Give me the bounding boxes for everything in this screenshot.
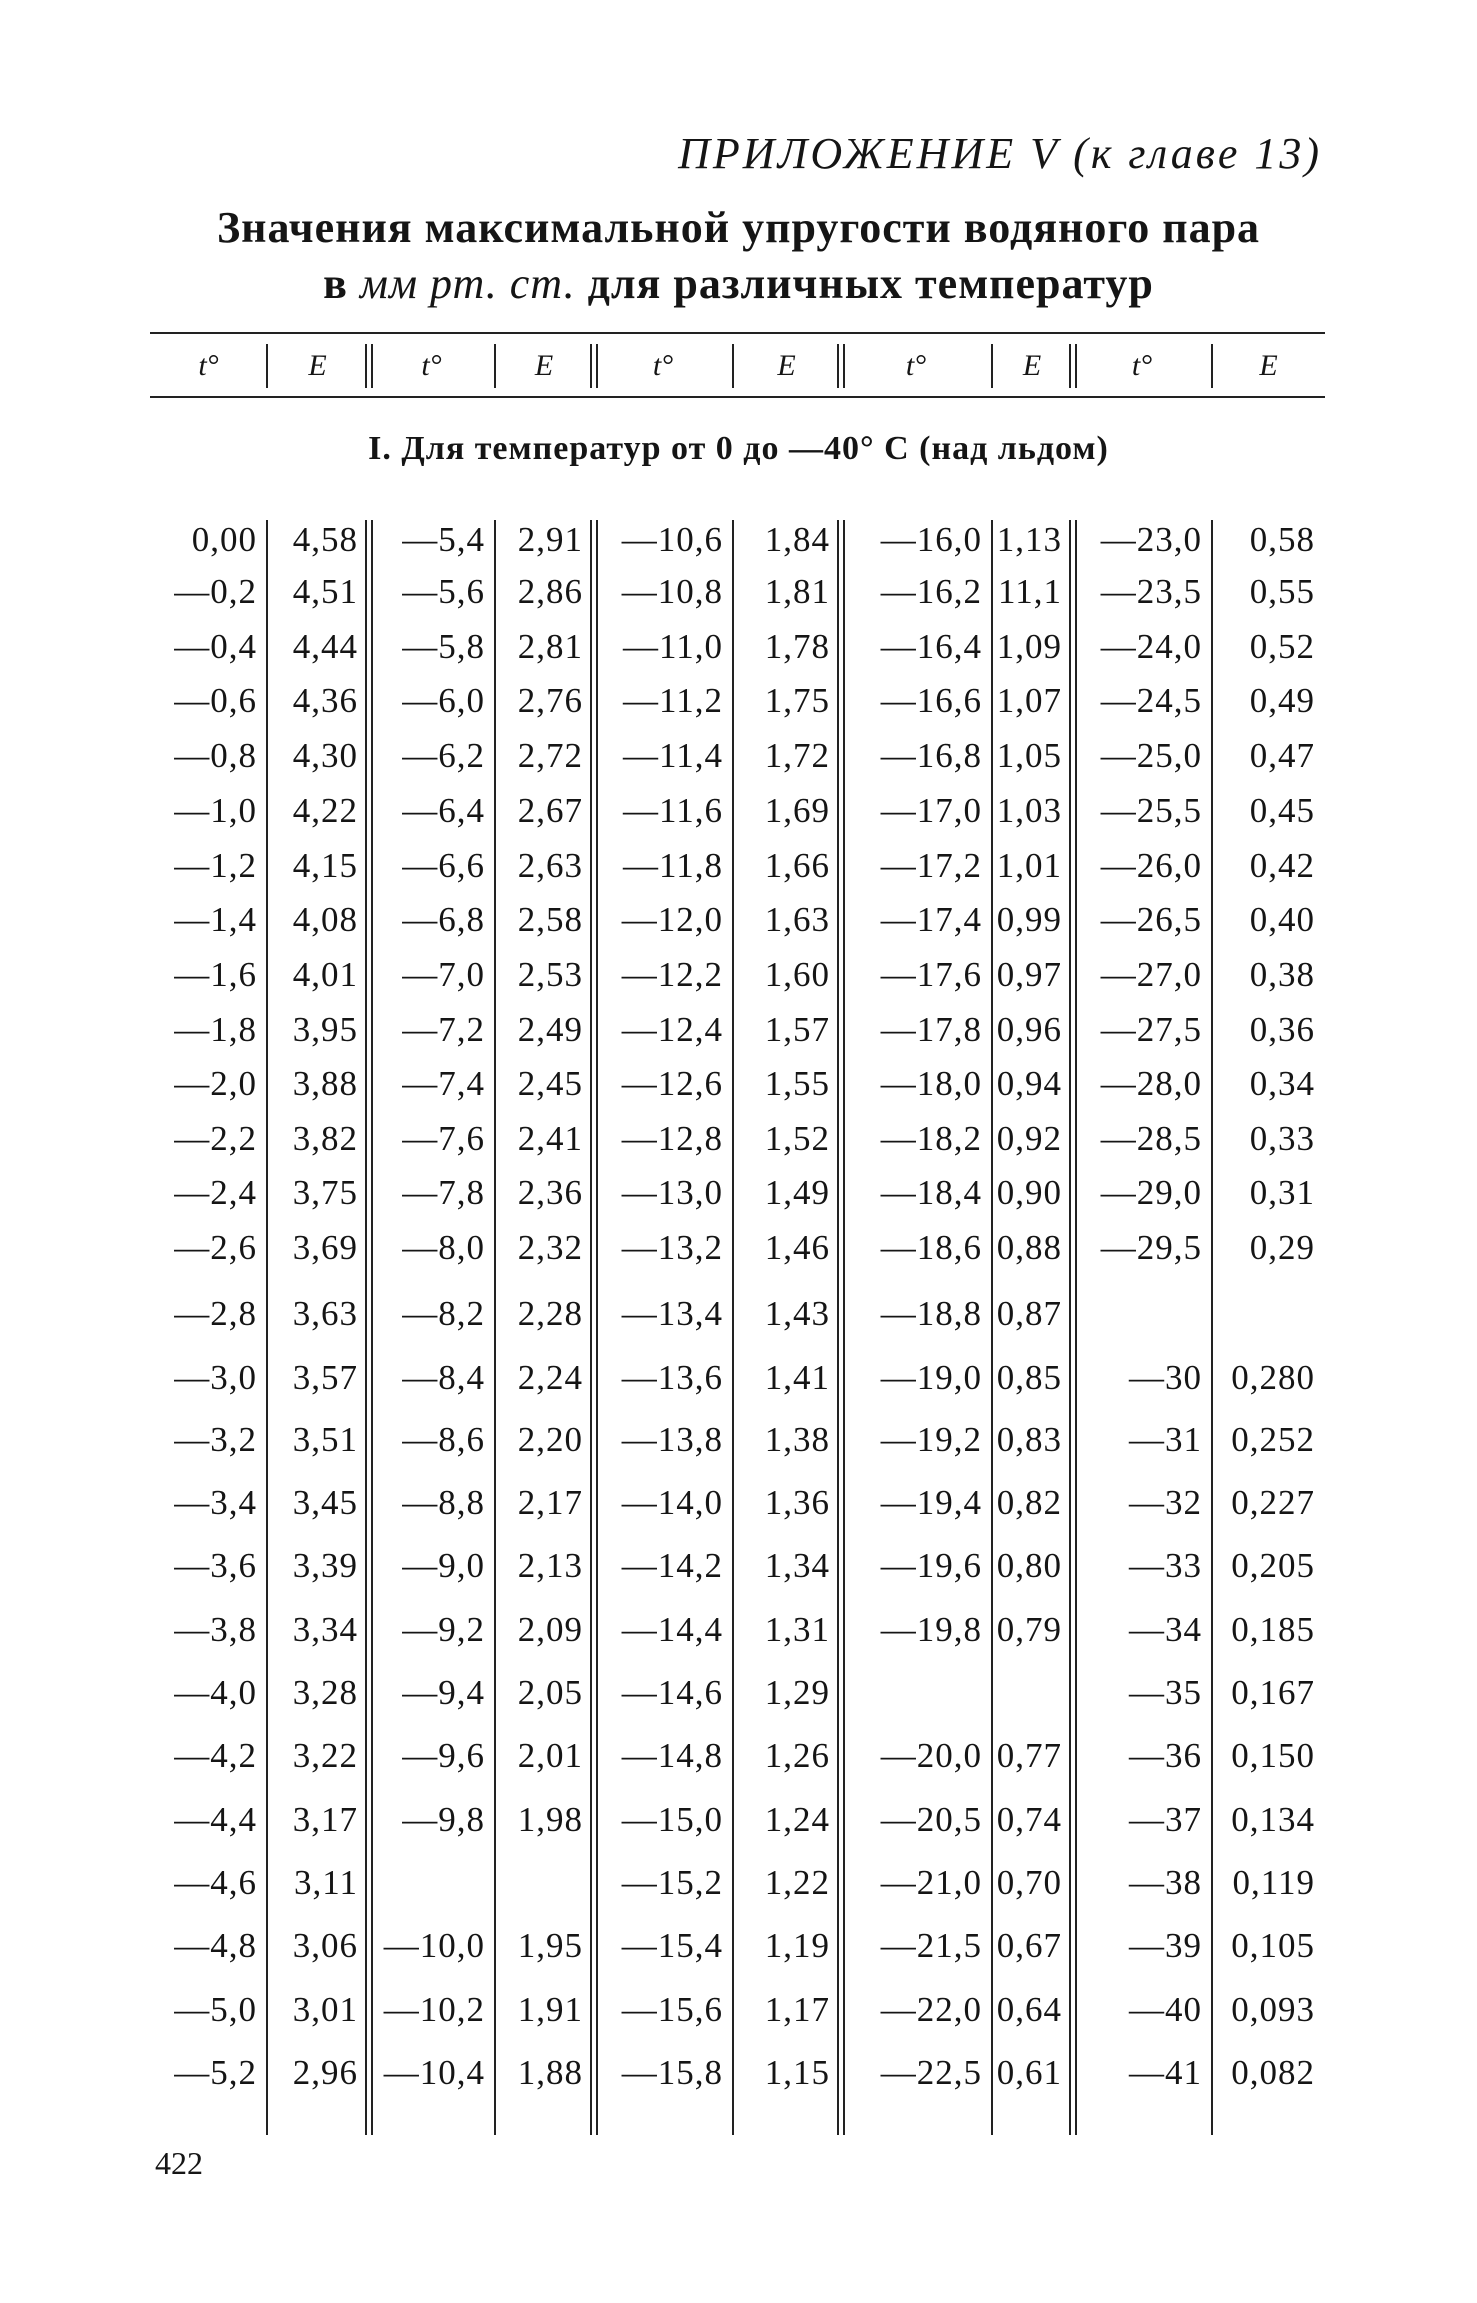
temperature-cell: —15,8: [621, 2053, 723, 2092]
temperature-cell: —17,2: [880, 846, 982, 885]
pressure-cell: 4,30: [292, 736, 358, 775]
temperature-cell: —1,6: [174, 955, 257, 994]
pressure-cell: 4,08: [292, 900, 358, 939]
temperature-cell: —22,5: [880, 2053, 982, 2092]
pressure-cell: 2,96: [292, 2053, 358, 2092]
temperature-cell: —4,4: [174, 1800, 257, 1839]
temperature-cell: —13,0: [621, 1173, 723, 1212]
temperature-cell: —7,8: [402, 1173, 485, 1212]
pressure-cell: 1,49: [764, 1173, 830, 1212]
pressure-cell: 0,64: [996, 1990, 1062, 2029]
temperature-cell: —9,4: [402, 1673, 485, 1712]
temperature-cell: —9,6: [402, 1736, 485, 1775]
pressure-cell: 0,205: [1231, 1546, 1315, 1585]
temperature-cell: —19,2: [880, 1420, 982, 1459]
temperature-cell: —4,0: [174, 1673, 257, 1712]
pressure-cell: 2,13: [517, 1546, 583, 1585]
pressure-cell: 1,31: [764, 1610, 830, 1649]
temperature-cell: —17,4: [880, 900, 982, 939]
pressure-cell: 2,41: [517, 1119, 583, 1158]
temperature-cell: —1,8: [174, 1010, 257, 1049]
temperature-cell: —3,8: [174, 1610, 257, 1649]
pressure-cell: 0,42: [1249, 846, 1315, 885]
pressure-cell: 1,09: [996, 627, 1062, 666]
table-header-row: [150, 340, 1325, 392]
temperature-cell: —38: [1129, 1863, 1202, 1902]
pressure-cell: 3,63: [292, 1294, 358, 1333]
temperature-cell: —0,4: [174, 627, 257, 666]
pressure-cell: 1,03: [996, 791, 1062, 830]
temperature-cell: —21,0: [880, 1863, 982, 1902]
pressure-cell: 2,63: [517, 846, 583, 885]
header-divider: [494, 344, 496, 388]
header-divider: [590, 344, 598, 388]
pressure-cell: 3,51: [292, 1420, 358, 1459]
pressure-cell: 0,185: [1231, 1610, 1315, 1649]
pressure-cell: 0,82: [996, 1483, 1062, 1522]
pressure-cell: 0,70: [996, 1863, 1062, 1902]
temperature-cell: —14,8: [621, 1736, 723, 1775]
temperature-cell: —18,4: [880, 1173, 982, 1212]
pressure-cell: 3,82: [292, 1119, 358, 1158]
temperature-cell: —6,8: [402, 900, 485, 939]
temperature-cell: —17,8: [880, 1010, 982, 1049]
temperature-cell: —10,6: [621, 520, 723, 559]
pressure-cell: 2,17: [517, 1483, 583, 1522]
pressure-cell: 0,83: [996, 1420, 1062, 1459]
temperature-cell: —4,6: [174, 1863, 257, 1902]
temperature-cell: —20,0: [880, 1736, 982, 1775]
pressure-cell: 2,81: [517, 627, 583, 666]
pressure-cell: 3,69: [292, 1228, 358, 1267]
temperature-cell: —6,2: [402, 736, 485, 775]
temperature-cell: —21,5: [880, 1926, 982, 1965]
temperature-cell: —8,8: [402, 1483, 485, 1522]
pressure-cell: 0,79: [996, 1610, 1062, 1649]
temperature-cell: —5,8: [402, 627, 485, 666]
temperature-cell: —10,2: [383, 1990, 485, 2029]
pressure-cell: 0,85: [996, 1358, 1062, 1397]
pressure-cell: 0,90: [996, 1173, 1062, 1212]
temperature-cell: —25,5: [1100, 791, 1202, 830]
temperature-cell: —11,6: [623, 791, 723, 830]
temperature-cell: —13,8: [621, 1420, 723, 1459]
temperature-cell: —19,4: [880, 1483, 982, 1522]
temperature-cell: —26,5: [1100, 900, 1202, 939]
header-e-1: E: [308, 349, 327, 382]
temperature-cell: —14,6: [621, 1673, 723, 1712]
temperature-cell: —25,0: [1100, 736, 1202, 775]
temperature-cell: —14,2: [621, 1546, 723, 1585]
pressure-cell: 4,51: [292, 572, 358, 611]
pressure-cell: 0,74: [996, 1800, 1062, 1839]
temperature-cell: —0,6: [174, 681, 257, 720]
pressure-cell: 1,55: [764, 1064, 830, 1103]
temperature-cell: —37: [1129, 1800, 1202, 1839]
pressure-cell: 4,44: [292, 627, 358, 666]
pressure-cell: 1,91: [517, 1990, 583, 2029]
pressure-cell: 0,88: [996, 1228, 1062, 1267]
pressure-cell: 0,29: [1249, 1228, 1315, 1267]
pressure-cell: 3,57: [292, 1358, 358, 1397]
pressure-cell: 0,67: [996, 1926, 1062, 1965]
pressure-cell: 2,76: [517, 681, 583, 720]
pressure-cell: 1,75: [764, 681, 830, 720]
header-e-5: E: [1259, 349, 1278, 382]
temperature-cell: —6,6: [402, 846, 485, 885]
temperature-cell: —1,0: [174, 791, 257, 830]
header-e-2: E: [534, 349, 554, 382]
temperature-cell: —12,8: [621, 1119, 723, 1158]
pressure-cell: 2,05: [517, 1673, 583, 1712]
temperature-cell: —8,4: [402, 1358, 485, 1397]
temperature-cell: —11,0: [623, 627, 723, 666]
pressure-cell: 2,09: [517, 1610, 583, 1649]
temperature-cell: —2,0: [174, 1064, 257, 1103]
table-top-rule: [150, 332, 1325, 334]
pressure-cell: 0,52: [1249, 627, 1315, 666]
temperature-cell: —3,6: [174, 1546, 257, 1585]
temperature-cell: —16,2: [880, 572, 982, 611]
pressure-cell: 0,58: [1249, 520, 1315, 559]
temperature-cell: —12,0: [621, 900, 723, 939]
pressure-cell: 4,36: [292, 681, 358, 720]
pressure-cell: 1,15: [764, 2053, 830, 2092]
temperature-cell: —10,0: [383, 1926, 485, 1965]
pressure-cell: 2,53: [517, 955, 583, 994]
pressure-cell: 1,72: [764, 736, 830, 775]
page-number: 422: [155, 2145, 203, 2181]
temperature-cell: —2,8: [174, 1294, 257, 1333]
pressure-cell: 1,01: [996, 846, 1062, 885]
pressure-cell: 3,39: [292, 1546, 358, 1585]
temperature-cell: —26,0: [1100, 846, 1202, 885]
pressure-cell: 0,80: [996, 1546, 1062, 1585]
temperature-cell: —22,0: [880, 1990, 982, 2029]
pressure-cell: 1,84: [764, 520, 830, 559]
temperature-cell: —5,2: [174, 2053, 257, 2092]
header-t-3: t°: [652, 349, 674, 382]
temperature-cell: —1,4: [174, 900, 257, 939]
temperature-cell: —19,0: [880, 1358, 982, 1397]
header-divider: [837, 344, 845, 388]
pressure-cell: 0,61: [996, 2053, 1062, 2092]
pressure-cell: 1,46: [764, 1228, 830, 1267]
pressure-cell: 1,05: [996, 736, 1062, 775]
pressure-cell: 0,33: [1249, 1119, 1315, 1158]
temperature-cell: —3,4: [174, 1483, 257, 1522]
temperature-cell: —32: [1129, 1483, 1202, 1522]
pressure-cell: 2,67: [517, 791, 583, 830]
header-divider: [991, 344, 993, 388]
temperature-cell: —6,4: [402, 791, 485, 830]
pressure-cell: 1,60: [764, 955, 830, 994]
temperature-cell: —28,5: [1100, 1119, 1202, 1158]
pressure-cell: 1,52: [764, 1119, 830, 1158]
pressure-cell: 0,134: [1231, 1800, 1315, 1839]
temperature-cell: —17,6: [880, 955, 982, 994]
temperature-cell: —12,4: [621, 1010, 723, 1049]
pressure-cell: 0,99: [996, 900, 1062, 939]
appendix-heading: ПРИЛОЖЕНИЕ V (к главе 13): [678, 129, 1322, 178]
pressure-cell: 0,47: [1249, 736, 1315, 775]
temperature-cell: —40: [1129, 1990, 1202, 2029]
pressure-cell: 0,105: [1231, 1926, 1315, 1965]
temperature-cell: —9,8: [402, 1800, 485, 1839]
temperature-cell: —29,0: [1100, 1173, 1202, 1212]
pressure-cell: 2,01: [517, 1736, 583, 1775]
temperature-cell: —15,4: [621, 1926, 723, 1965]
temperature-cell: —3,0: [174, 1358, 257, 1397]
title-line-2: [0, 256, 1477, 312]
pressure-cell: 1,29: [764, 1673, 830, 1712]
temperature-cell: —27,5: [1100, 1010, 1202, 1049]
temperature-cell: —16,4: [880, 627, 982, 666]
temperature-cell: —12,2: [621, 955, 723, 994]
temperature-cell: —13,2: [621, 1228, 723, 1267]
temperature-cell: —14,4: [621, 1610, 723, 1649]
header-divider: [1211, 344, 1213, 388]
pressure-cell: 0,40: [1249, 900, 1315, 939]
pressure-cell: 0,97: [996, 955, 1062, 994]
pressure-cell: 1,57: [764, 1010, 830, 1049]
pressure-cell: 1,13: [996, 520, 1062, 559]
temperature-cell: —39: [1129, 1926, 1202, 1965]
pressure-cell: 0,49: [1249, 681, 1315, 720]
temperature-cell: —16,6: [880, 681, 982, 720]
temperature-cell: —5,6: [402, 572, 485, 611]
pressure-cell: 4,58: [292, 520, 358, 559]
temperature-cell: —16,8: [880, 736, 982, 775]
temperature-cell: —0,8: [174, 736, 257, 775]
temperature-cell: —7,0: [402, 955, 485, 994]
temperature-cell: —31: [1129, 1420, 1202, 1459]
temperature-cell: —11,4: [623, 736, 723, 775]
temperature-cell: —2,4: [174, 1173, 257, 1212]
pressure-cell: 2,49: [517, 1010, 583, 1049]
pressure-cell: 3,95: [292, 1010, 358, 1049]
pressure-cell: 2,45: [517, 1064, 583, 1103]
section-title: I. Для температур от 0 до —40° С (над льдом): [368, 430, 1109, 467]
temperature-cell: —20,5: [880, 1800, 982, 1839]
pressure-cell: 1,66: [764, 846, 830, 885]
pressure-cell: 2,32: [517, 1228, 583, 1267]
temperature-cell: —29,5: [1100, 1228, 1202, 1267]
pressure-cell: 0,252: [1231, 1420, 1315, 1459]
temperature-cell: —23,0: [1100, 520, 1202, 559]
temperature-cell: —33: [1129, 1546, 1202, 1585]
pressure-cell: 0,150: [1231, 1736, 1315, 1775]
temperature-cell: —41: [1129, 2053, 1202, 2092]
temperature-cell: —4,8: [174, 1926, 257, 1965]
pressure-cell: 3,28: [292, 1673, 358, 1712]
temperature-cell: —11,2: [623, 681, 723, 720]
temperature-cell: —8,0: [402, 1228, 485, 1267]
header-divider: [732, 344, 734, 388]
pressure-cell: 0,87: [996, 1294, 1062, 1333]
pressure-cell: 3,06: [292, 1926, 358, 1965]
pressure-cell: 0,093: [1231, 1990, 1315, 2029]
temperature-cell: —16,0: [880, 520, 982, 559]
pressure-cell: 1,43: [764, 1294, 830, 1333]
header-t-2: t°: [421, 349, 442, 382]
pressure-cell: 0,77: [996, 1736, 1062, 1775]
pressure-cell: 1,81: [764, 572, 830, 611]
temperature-cell: —17,0: [880, 791, 982, 830]
pressure-cell: 2,58: [517, 900, 583, 939]
title-line-1: Значения максимальной упругости водяного пара: [216, 203, 1261, 252]
temperature-cell: —10,8: [621, 572, 723, 611]
temperature-cell: —18,6: [880, 1228, 982, 1267]
temperature-cell: —13,6: [621, 1358, 723, 1397]
temperature-cell: —18,8: [880, 1294, 982, 1333]
temperature-cell: —15,2: [621, 1863, 723, 1902]
page-title: [0, 200, 1477, 312]
temperature-cell: —9,0: [402, 1546, 485, 1585]
pressure-cell: 0,167: [1231, 1673, 1315, 1712]
temperature-cell: —1,2: [174, 846, 257, 885]
pressure-cell: 3,17: [292, 1800, 358, 1839]
pressure-cell: 1,19: [764, 1926, 830, 1965]
temperature-cell: —35: [1129, 1673, 1202, 1712]
temperature-cell: —24,0: [1100, 627, 1202, 666]
pressure-cell: 3,01: [292, 1990, 358, 2029]
temperature-cell: —9,2: [402, 1610, 485, 1649]
temperature-cell: 0,00: [191, 520, 257, 559]
title-line-2-prefix: в: [323, 259, 348, 308]
temperature-cell: —15,6: [621, 1990, 723, 2029]
pressure-cell: 1,07: [996, 681, 1062, 720]
pressure-cell: 0,36: [1249, 1010, 1315, 1049]
pressure-cell: 3,88: [292, 1064, 358, 1103]
header-e-4: E: [1022, 349, 1042, 382]
pressure-cell: 0,082: [1231, 2053, 1315, 2092]
temperature-cell: —36: [1129, 1736, 1202, 1775]
pressure-cell: 1,88: [517, 2053, 583, 2092]
temperature-cell: —28,0: [1100, 1064, 1202, 1103]
pressure-cell: 0,34: [1249, 1064, 1315, 1103]
pressure-cell: 1,78: [764, 627, 830, 666]
pressure-cell: 3,22: [292, 1736, 358, 1775]
temperature-cell: —2,2: [174, 1119, 257, 1158]
pressure-cell: 1,38: [764, 1420, 830, 1459]
header-t-4: t°: [905, 349, 927, 382]
pressure-cell: 0,55: [1249, 572, 1315, 611]
pressure-cell: 1,26: [764, 1736, 830, 1775]
temperature-cell: —3,2: [174, 1420, 257, 1459]
pressure-cell: 3,11: [294, 1863, 358, 1902]
temperature-cell: —19,6: [880, 1546, 982, 1585]
pressure-cell: 3,34: [292, 1610, 358, 1649]
temperature-cell: —18,0: [880, 1064, 982, 1103]
temperature-cell: —10,4: [383, 2053, 485, 2092]
pressure-cell: 4,15: [292, 846, 358, 885]
pressure-cell: 1,98: [517, 1800, 583, 1839]
pressure-cell: 2,86: [517, 572, 583, 611]
pressure-cell: 1,24: [764, 1800, 830, 1839]
pressure-cell: 1,41: [764, 1358, 830, 1397]
pressure-cell: 0,94: [996, 1064, 1062, 1103]
temperature-cell: —7,4: [402, 1064, 485, 1103]
pressure-cell: 1,17: [764, 1990, 830, 2029]
pressure-cell: 0,96: [996, 1010, 1062, 1049]
temperature-cell: —7,2: [402, 1010, 485, 1049]
pressure-cell: 3,45: [292, 1483, 358, 1522]
pressure-cell: 0,280: [1231, 1358, 1315, 1397]
temperature-cell: —2,6: [174, 1228, 257, 1267]
header-e-3: E: [777, 349, 796, 382]
pressure-cell: 2,91: [517, 520, 583, 559]
title-line-2-suffix: для различных температур: [587, 259, 1154, 308]
vapor-pressure-table: [150, 520, 1325, 2135]
pressure-cell: 1,63: [764, 900, 830, 939]
temperature-cell: —4,2: [174, 1736, 257, 1775]
pressure-cell: 4,01: [292, 955, 358, 994]
header-divider: [266, 344, 268, 388]
temperature-cell: —34: [1129, 1610, 1202, 1649]
pressure-cell: 1,34: [764, 1546, 830, 1585]
pressure-cell: 4,22: [292, 791, 358, 830]
pressure-cell: 1,69: [764, 791, 830, 830]
pressure-cell: 2,28: [517, 1294, 583, 1333]
temperature-cell: —12,6: [621, 1064, 723, 1103]
table-header-rule: [150, 396, 1325, 398]
pressure-cell: 2,36: [517, 1173, 583, 1212]
pressure-cell: 0,45: [1249, 791, 1315, 830]
temperature-cell: —6,0: [402, 681, 485, 720]
temperature-cell: —0,2: [174, 572, 257, 611]
header-divider: [1069, 344, 1077, 388]
pressure-cell: 1,36: [764, 1483, 830, 1522]
pressure-cell: 2,24: [517, 1358, 583, 1397]
pressure-cell: 2,72: [517, 736, 583, 775]
temperature-cell: —8,2: [402, 1294, 485, 1333]
temperature-cell: —8,6: [402, 1420, 485, 1459]
temperature-cell: —19,8: [880, 1610, 982, 1649]
temperature-cell: —14,0: [621, 1483, 723, 1522]
temperature-cell: —18,2: [880, 1119, 982, 1158]
header-t-1: t°: [198, 349, 219, 382]
pressure-cell: 0,92: [996, 1119, 1062, 1158]
temperature-cell: —13,4: [621, 1294, 723, 1333]
temperature-cell: —7,6: [402, 1119, 485, 1158]
pressure-cell: 3,75: [292, 1173, 358, 1212]
pressure-cell: 11,1: [998, 572, 1062, 611]
title-unit: мм рт. ст.: [359, 259, 576, 308]
temperature-cell: —23,5: [1100, 572, 1202, 611]
temperature-cell: —24,5: [1100, 681, 1202, 720]
pressure-cell: 1,95: [517, 1926, 583, 1965]
pressure-cell: 0,38: [1249, 955, 1315, 994]
pressure-cell: 0,119: [1232, 1863, 1315, 1902]
temperature-cell: —15,0: [621, 1800, 723, 1839]
temperature-cell: —5,0: [174, 1990, 257, 2029]
pressure-cell: 0,227: [1231, 1483, 1315, 1522]
header-t-5: t°: [1131, 349, 1153, 382]
pressure-cell: 2,20: [517, 1420, 583, 1459]
pressure-cell: 0,31: [1249, 1173, 1315, 1212]
pressure-cell: 1,22: [764, 1863, 830, 1902]
temperature-cell: —11,8: [623, 846, 723, 885]
temperature-cell: —30: [1129, 1358, 1202, 1397]
temperature-cell: —5,4: [402, 520, 485, 559]
temperature-cell: —27,0: [1100, 955, 1202, 994]
header-divider: [365, 344, 373, 388]
